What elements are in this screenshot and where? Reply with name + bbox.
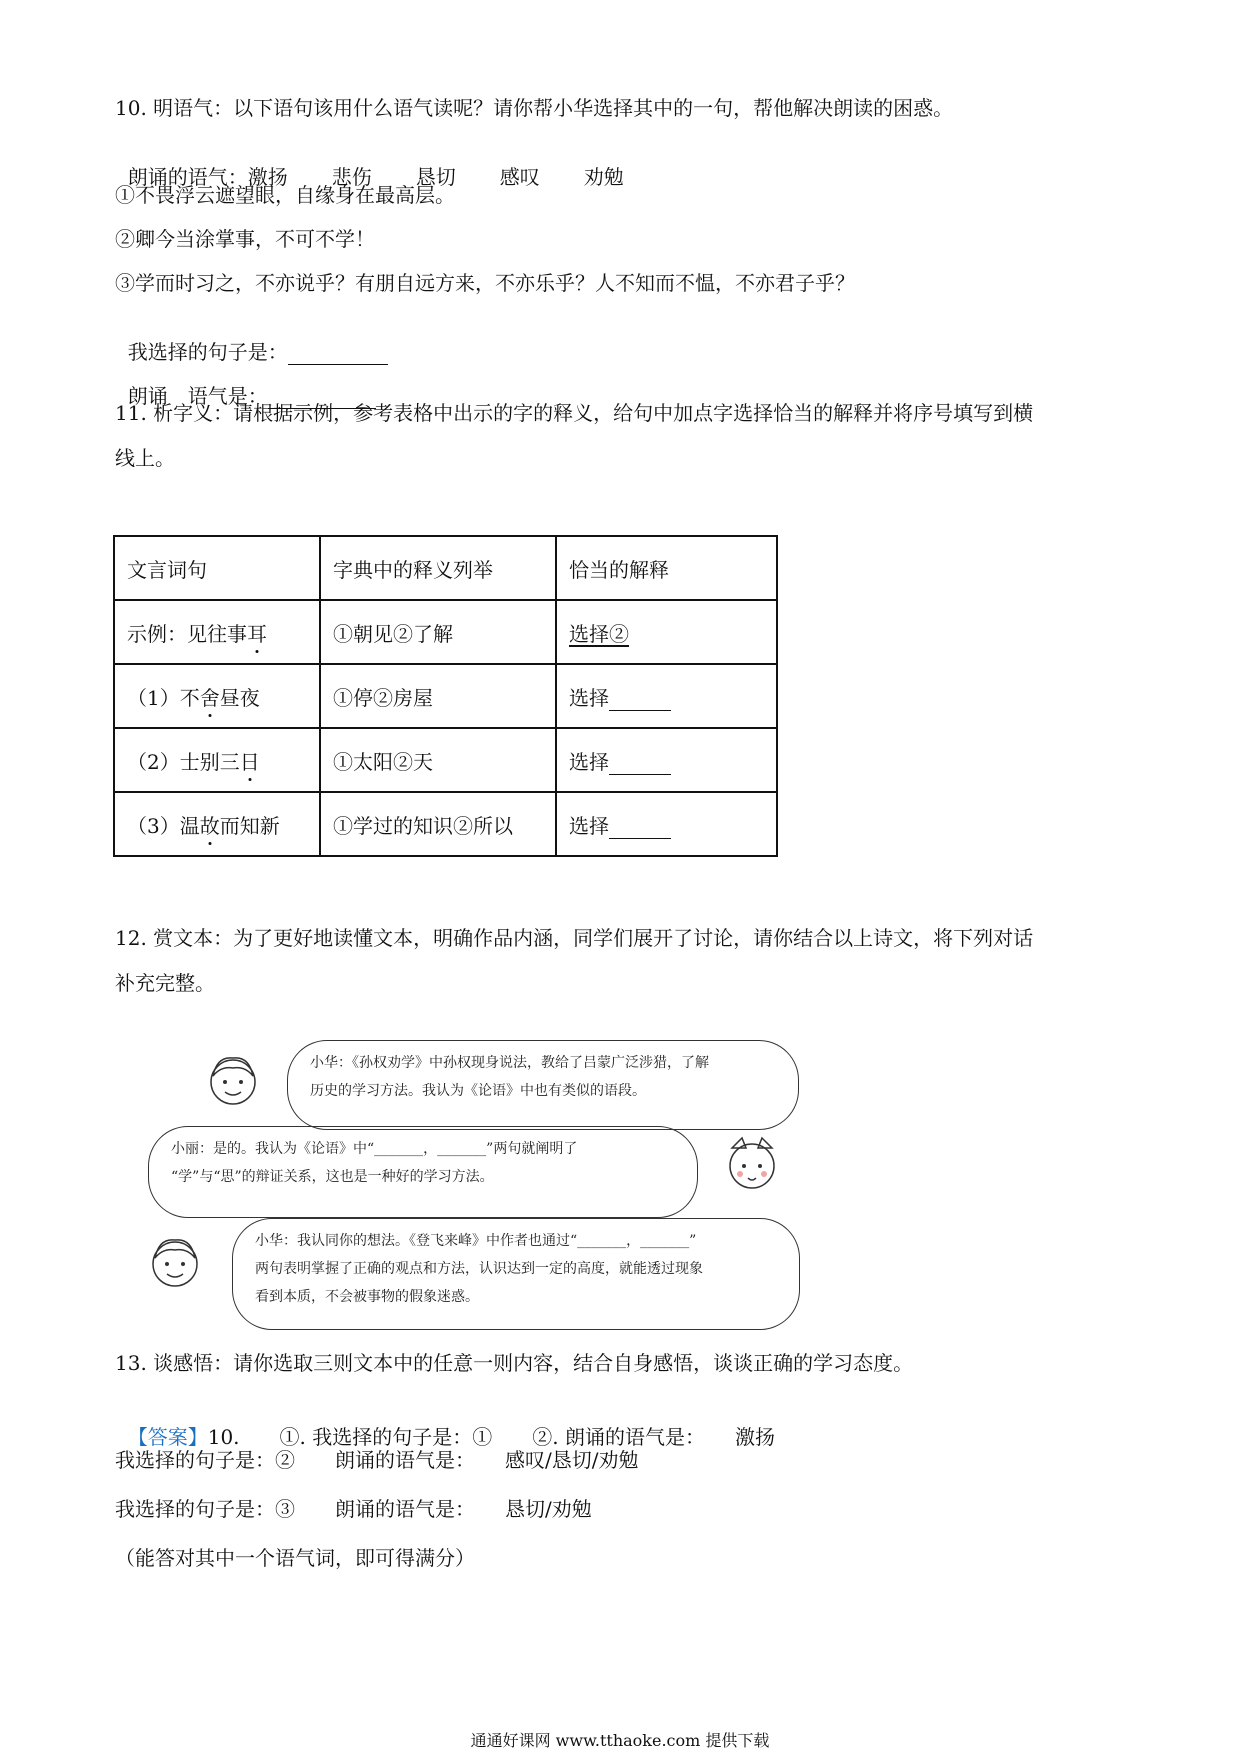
table-row [114, 792, 777, 856]
phrase-cell [114, 664, 320, 728]
phrase-text: 不 [179, 685, 200, 710]
answer-line-3: 我选择的句子是：③ 朗诵的语气是： 恳切/劝勉 [115, 1497, 592, 1521]
bubble-text: 小华：我认同你的想法。《登飞来峰》中作者也通过“_______，_______” [255, 1233, 697, 1249]
dotted-char: 故 [200, 810, 220, 839]
tone-label: 朗诵 语气是： [127, 384, 268, 408]
page-footer: 通通好课网 www.tthaoke.com 提供下载 [470, 1731, 770, 1750]
row-prefix: 示例： [127, 621, 187, 646]
header-answer: 恰当的解释 [556, 536, 777, 600]
q10-sentence-3: ③学而时习之，不亦说乎？有朋自远方来，不亦乐乎？人不知而不愠，不亦君子乎？ [115, 271, 855, 295]
answer-cell [556, 792, 777, 856]
phrase-text: 昼夜 [219, 685, 260, 710]
choose-label: 我选择的句子是： [127, 340, 288, 364]
bubble-text: 小丽：是的。我认为《论语》中“_______，_______”两句就阐明了 [171, 1141, 578, 1157]
phrase-text: 而知新 [219, 813, 280, 838]
phrase-cell [114, 600, 320, 664]
meanings-cell: ①学过的知识②所以 [320, 792, 556, 856]
bubble-text: “学”与“思”的辩证关系，这也是一种好的学习方法。 [171, 1169, 494, 1185]
girl-face-icon [722, 1128, 782, 1194]
dotted-char: 耳 [247, 618, 267, 647]
table-row [114, 728, 777, 792]
answer-blank[interactable] [609, 752, 671, 775]
tone-3: 恳切 [415, 165, 456, 189]
q13-title: 13. 谈感悟：请你选取三则文本中的任意一则内容，结合自身感悟，谈谈正确的学习态度。 [115, 1351, 914, 1375]
word-meaning-table [113, 535, 778, 857]
answer-blank[interactable] [609, 688, 671, 711]
q11-title-2: 线上。 [115, 446, 175, 470]
dotted-char: 日 [240, 746, 260, 775]
row-prefix: （2） [127, 749, 180, 774]
phrase-cell [114, 728, 320, 792]
speech-bubble-xiaoli [148, 1126, 698, 1218]
meanings-cell: ①停②房屋 [320, 664, 556, 728]
dotted-char: 舍 [200, 682, 220, 711]
speech-bubble-xiaohua-2 [232, 1218, 800, 1330]
phrase-text: 见往事 [187, 621, 247, 646]
q10-sentence-2: ②卿今当涂掌事，不可不学！ [115, 227, 375, 251]
tones-label: 朗诵的语气： [127, 165, 248, 189]
tone-2: 悲伤 [331, 165, 372, 189]
speech-bubble-xiaohua-1 [287, 1040, 799, 1130]
answer-text: 10. ①. 我选择的句子是：① ②. 朗诵的语气是： 激扬 [207, 1425, 775, 1449]
table-row [114, 600, 777, 664]
q11-title-1: 11. 析字义：请根据示例，参考表格中出示的字的释义，给句中加点字选择恰当的解释并将序号填写到横 [115, 401, 1034, 425]
tone-5: 劝勉 [583, 165, 624, 189]
answer-cell: 选择② [556, 600, 777, 664]
boy-face-icon [145, 1228, 205, 1294]
tone-1: 激扬 [247, 165, 288, 189]
row-prefix: （3） [127, 813, 180, 838]
answer-line-2: 我选择的句子是：② 朗诵的语气是： 感叹/恳切/劝勉 [115, 1448, 639, 1472]
answer-blank[interactable] [609, 816, 671, 839]
header-meanings: 字典中的释义列举 [320, 536, 556, 600]
q12-title-2: 补充完整。 [115, 971, 215, 995]
q12-title-1: 12. 赏文本：为了更好地读懂文本，明确作品内涵，同学们展开了讨论，请你结合以上诗文，将下列对话 [115, 926, 1034, 950]
meanings-cell: ①朝见②了解 [320, 600, 556, 664]
bubble-text: 看到本质，不会被事物的假象迷惑。 [255, 1289, 479, 1305]
phrase-cell [114, 792, 320, 856]
answer-line-1 [115, 1398, 775, 1450]
bubble-text: 小华：《孙权劝学》中孙权现身说法，教给了吕蒙广泛涉猎，了解 [310, 1055, 709, 1071]
boy-face-icon [205, 1048, 261, 1110]
answer-label: 选择 [569, 685, 609, 710]
answer-cell [556, 728, 777, 792]
answer-tag: 【答案】 [127, 1425, 208, 1449]
answer-label: 选择 [569, 813, 609, 838]
answer-cell [556, 664, 777, 728]
answer-label: 选择 [569, 749, 609, 774]
tone-4: 感叹 [499, 165, 540, 189]
q10-title: 10. 明语气：以下语句该用什么语气读呢？请你帮小华选择其中的一句，帮他解决朗读的困惑。 [115, 96, 954, 120]
meanings-cell: ①太阳②天 [320, 728, 556, 792]
phrase-text: 温 [179, 813, 200, 838]
table-header-row [114, 536, 777, 600]
q10-sentence-1: ①不畏浮云遮望眼，自缘身在最高层。 [115, 183, 455, 207]
answer-note: （能答对其中一个语气词，即可得满分） [115, 1546, 475, 1570]
bubble-text: 历史的学习方法。我认为《论语》中也有类似的语段。 [310, 1083, 646, 1099]
row-prefix: （1） [127, 685, 180, 710]
header-phrase: 文言词句 [114, 536, 320, 600]
table-row [114, 664, 777, 728]
bubble-text: 两句表明掌握了正确的观点和方法，认识达到一定的高度，就能透过现象 [255, 1261, 703, 1277]
phrase-text: 士别三 [179, 749, 240, 774]
